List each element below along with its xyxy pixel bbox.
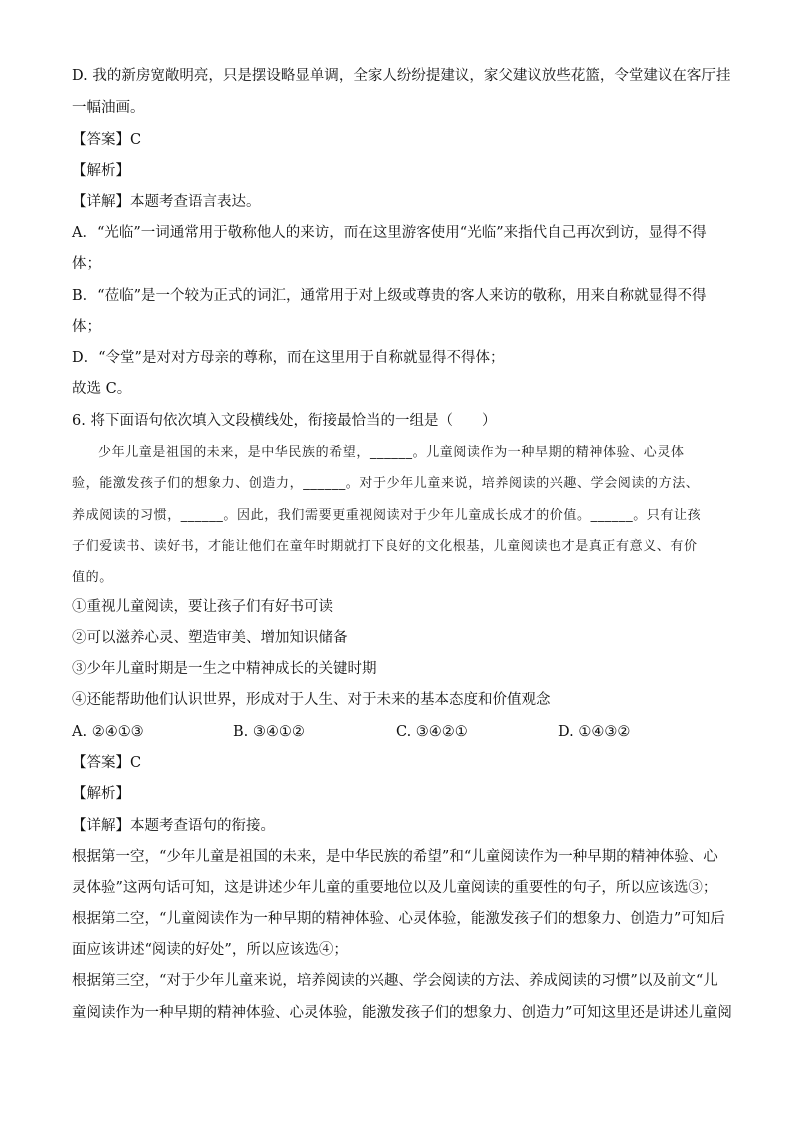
q6-answer: 【答案】C (72, 755, 142, 771)
q5-analysis-label: 【解析】 (72, 163, 130, 179)
q5-explain-d: D．“令堂”是对对方母亲的尊称，而在这里用于自称就显得不得体； (72, 350, 505, 366)
q6-detail: 【详解】本题考查语句的衔接。 (72, 818, 275, 834)
q6-stem: 6. 将下面语句依次填入文段横线处，衔接最恰当的一组是（ ） (72, 413, 497, 429)
q6-item-3: ③少年儿童时期是一生之中精神成长的关键时期 (72, 661, 377, 677)
q5-explain-b-line1: B．“莅临”是一个较为正式的词汇，通常用于对上级或尊贵的客人来访的敬称，用来自称就显得不得 (72, 288, 707, 304)
q6-explain-line: 面应该讲述“阅读的好处”，所以应该选④； (72, 942, 348, 958)
q6-item-1: ①重视儿童阅读，要让孩子们有好书可读 (72, 599, 333, 615)
q6-option-b: B. ③④①② (233, 724, 305, 740)
q5-option-d-line2: 一幅油画。 (72, 100, 145, 116)
q6-option-a: A. ②④①③ (72, 724, 144, 740)
q5-explain-b-line2: 体； (72, 319, 101, 335)
q5-detail: 【详解】本题考查语言表达。 (72, 194, 261, 210)
q6-passage-line: 验，能激发孩子们的想象力、创造力，______。对于少年儿童来说，培养阅读的兴趣、学会阅读的方法、 (72, 476, 700, 491)
q6-item-4: ④还能帮助他们认识世界，形成对于人生、对于未来的基本态度和价值观念 (72, 692, 551, 708)
q6-explain-line: 根据第二空，“儿童阅读作为一种早期的精神体验、心灵体验，能激发孩子们的想象力、创造力”可知后 (72, 911, 725, 927)
q6-item-2: ②可以滋养心灵、塑造审美、增加知识储备 (72, 630, 348, 646)
q6-explain-line: 根据第一空，“少年儿童是祖国的未来，是中华民族的希望”和“儿童阅读作为一种早期的精神体验、心 (72, 849, 718, 865)
q6-explain-line: 童阅读作为一种早期的精神体验、心灵体验，能激发孩子们的想象力、创造力”可知这里还是讲述儿童阅 (72, 1005, 732, 1021)
q5-explain-a-line2: 体； (72, 256, 101, 272)
q5-conclusion: 故选 C。 (72, 381, 132, 397)
q6-option-c: C. ③④②① (396, 724, 468, 740)
q5-option-d-line1: D. 我的新房宽敞明亮，只是摆设略显单调，全家人纷纷提建议，家父建议放些花篮，令堂建议在客厅挂 (72, 68, 731, 84)
q6-explain-line: 灵体验”这两句话可知，这是讲述少年儿童的重要地位以及儿童阅读的重要性的句子，所以应该选③； (72, 880, 718, 896)
q5-answer: 【答案】C (72, 132, 142, 148)
q6-passage-line: 养成阅读的习惯，______。因此，我们需要更重视阅读对于少年儿童成长成才的价值。______。只有让孩 (72, 508, 702, 523)
q6-analysis-label: 【解析】 (72, 786, 130, 802)
q6-explain-line: 根据第三空，“对于少年儿童来说，培养阅读的兴趣、学会阅读的方法、养成阅读的习惯”以及前文“儿 (72, 973, 718, 989)
q5-explain-a-line1: A．“光临”一词通常用于敬称他人的来访，而在这里游客使用“光临”来指代自己再次到访，显得不得 (72, 225, 707, 241)
q6-option-d: D. ①④③② (558, 724, 631, 740)
q6-passage-line: 值的。 (72, 570, 113, 585)
q6-passage-line: 少年儿童是祖国的未来，是中华民族的希望，______。儿童阅读作为一种早期的精神体验、心灵体 (98, 445, 685, 460)
q6-passage-line: 子们爱读书、读好书，才能让他们在童年时期就打下良好的文化根基，儿童阅读也才是真正有意义、有价 (72, 539, 698, 554)
